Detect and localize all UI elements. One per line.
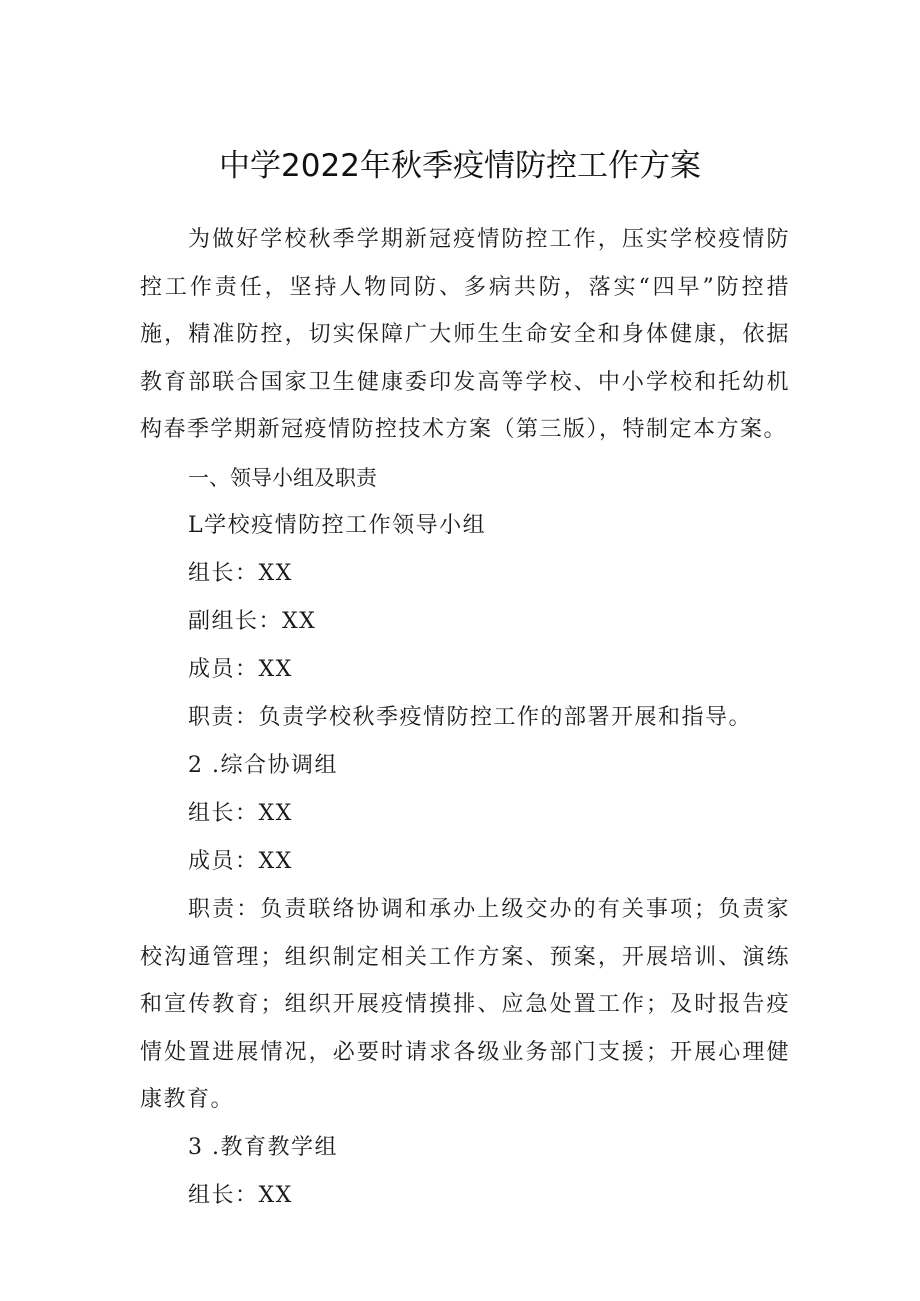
group2-members: 成员：XX: [188, 848, 293, 874]
document-body: [140, 216, 790, 1220]
group1-deputy: 副组长：XX: [188, 608, 317, 634]
group2-name: 2 .综合协调组: [188, 752, 338, 778]
group1-duty: 职责：负责学校秋季疫情防控工作的部署开展和指导。: [188, 704, 753, 730]
group1-name: L学校疫情防控工作领导小组: [188, 512, 487, 538]
group3-leader: 组长：XX: [188, 1182, 293, 1208]
group2-duty: 职责：负责联络协调和承办上级交办的有关事项；负责家校沟通管理；组织制定相关工作方案、预案，开展培训、演练和宣传教育；组织开展疫情摸排、应急处置工作；及时报告疫情处置进展情况，必要时请求各级业务部门支援；开展心理健康教育。: [140, 896, 790, 1113]
group1-leader: 组长：XX: [188, 560, 293, 586]
group3-name: 3 .教育教学组: [188, 1134, 338, 1160]
document-title: 中学2022年秋季疫情防控工作方案: [219, 148, 701, 184]
group2-leader: 组长：XX: [188, 800, 293, 826]
intro-paragraph: 为做好学校秋季学期新冠疫情防控工作，压实学校疫情防控工作责任，坚持人物同防、多病共防，落实“四早”防控措施，精准防控，切实保障广大师生生命安全和身体健康，依据教育部联合国家卫生健康委印发高等学校、中小学校和托幼机构春季学期新冠疫情防控技术方案（第三版），特制定本方案。: [140, 227, 790, 443]
section-heading: 一、领导小组及职责: [188, 465, 377, 490]
group1-members: 成员：XX: [188, 656, 293, 682]
